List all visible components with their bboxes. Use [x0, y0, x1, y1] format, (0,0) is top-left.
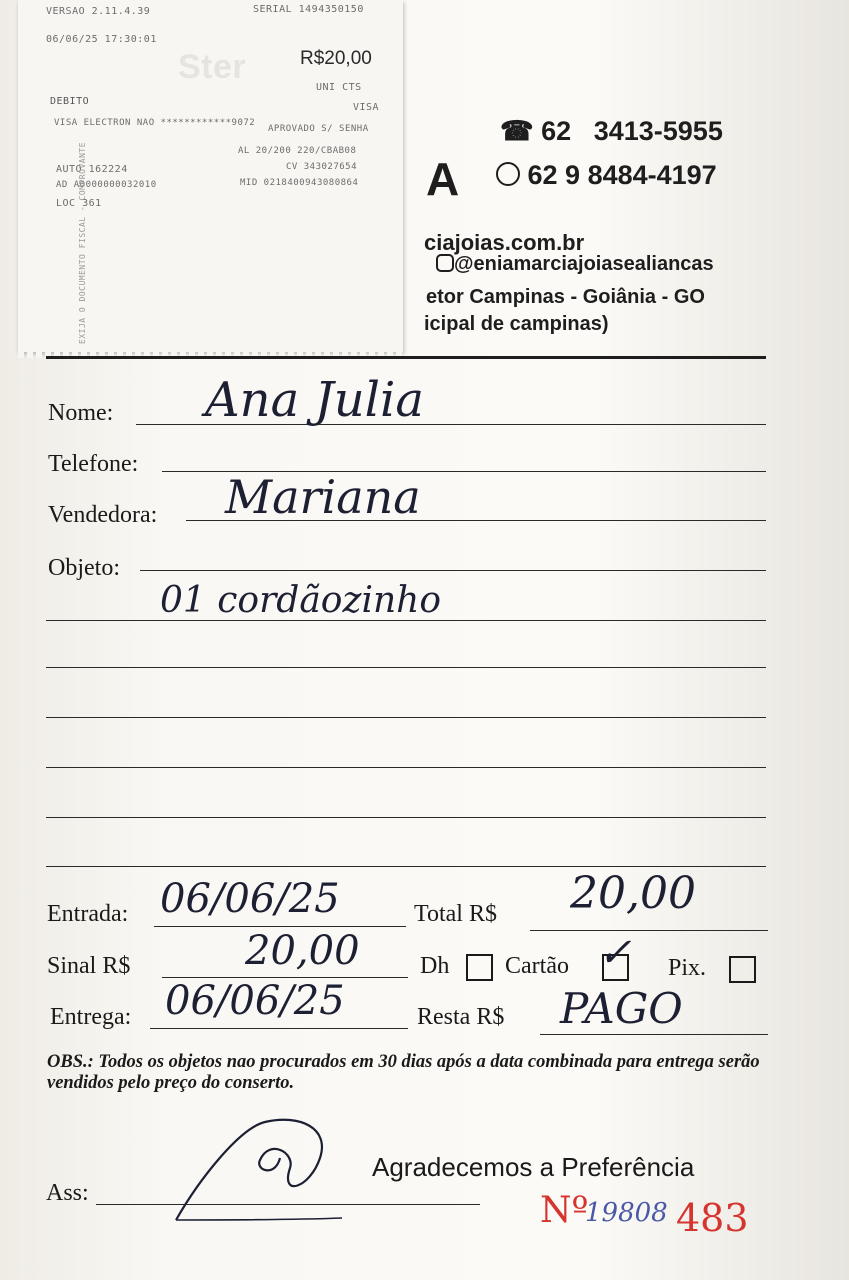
- object-line-5: [46, 767, 766, 768]
- store-address-line2: icipal de campinas): [424, 313, 609, 335]
- store-name-partial: A: [426, 153, 460, 205]
- receipt-serial: SERIAL 1494350150: [253, 4, 364, 15]
- object-line-3: [46, 667, 766, 668]
- delivery-date-value: 06/06/25: [165, 978, 345, 1024]
- remaining-label: Resta R$: [417, 1004, 505, 1030]
- object-line-6: [46, 817, 766, 818]
- thanks-message: Agradecemos a Preferência: [372, 1152, 695, 1182]
- receipt-mid: MID 0218400943080864: [240, 178, 359, 188]
- receipt-debit-label: DEBITO: [50, 96, 90, 107]
- remaining-value: PAGO: [560, 984, 683, 1033]
- receipt-visa-label: VISA: [353, 102, 380, 113]
- order-number-prefix: Nº: [540, 1190, 589, 1231]
- header-divider: [46, 356, 766, 359]
- signature-label: Ass:: [46, 1180, 89, 1206]
- phone-label: Telefone:: [48, 451, 139, 477]
- delivery-date-label: Entrega:: [50, 1004, 132, 1030]
- card-checkmark: ✓: [598, 930, 632, 976]
- total-line: [530, 930, 768, 931]
- receipt-card-line: VISA ELECTRON NAO ************9072: [54, 118, 256, 128]
- name-value: Ana Julia: [205, 372, 424, 428]
- seller-value: Mariana: [225, 470, 421, 524]
- receipt-side-text: EXIJA O DOCUMENTO FISCAL - COMPROVANTE: [78, 141, 87, 344]
- name-label: Nome:: [48, 400, 114, 426]
- order-number: 483: [676, 1196, 749, 1240]
- receipt-amount: R$20,00: [300, 48, 372, 69]
- whatsapp-icon: [496, 162, 520, 186]
- receipt-datetime: 06/06/25 17:30:01: [46, 34, 157, 45]
- object-value: 01 cordãozinho: [160, 580, 442, 621]
- observation-note: OBS.: Todos os objetos nao procurados em 30 dias após a data combinada para entrega serão vendidos pelo preço do conserto.: [47, 1052, 760, 1093]
- store-instagram: @eniamarciajoiasealiancas: [436, 253, 714, 276]
- receipt-al: AL 20/200 220/CBAB08: [238, 146, 357, 156]
- handwritten-order-number: 19808: [585, 1198, 668, 1228]
- store-address-line1: etor Campinas - Goiânia - GO: [426, 286, 705, 308]
- receipt-version: VERSAO 2.11.4.39: [46, 6, 151, 17]
- instagram-icon: [436, 254, 454, 272]
- pix-checkbox[interactable]: [729, 956, 756, 983]
- card-label: Cartão: [505, 953, 569, 979]
- receipt-watermark: Ster: [178, 48, 247, 86]
- store-website: ciajoias.com.br: [424, 230, 585, 255]
- receipt-uni-cts: UNI CTS: [316, 82, 362, 93]
- object-line-4: [46, 717, 766, 718]
- object-line-2: [46, 620, 766, 621]
- cash-label: Dh: [420, 953, 450, 979]
- receipt-ad: AD A0000000032010: [56, 180, 157, 190]
- receipt-approved: APROVADO S/ SENHA: [268, 124, 369, 134]
- deposit-value: 20,00: [245, 928, 360, 974]
- receipt-loc: LOC 361: [56, 198, 102, 209]
- receipt-auto: AUTO 162224: [56, 164, 128, 175]
- pix-label: Pix.: [668, 955, 707, 981]
- deposit-label: Sinal R$: [47, 953, 131, 979]
- entry-date-value: 06/06/25: [160, 876, 340, 922]
- object-line: [140, 570, 766, 571]
- total-label: Total R$: [414, 901, 497, 927]
- seller-label: Vendedora:: [48, 502, 158, 528]
- cash-checkbox[interactable]: [466, 954, 493, 981]
- object-label: Objeto:: [48, 555, 120, 581]
- whatsapp-phone: 62 9 8484-4197: [496, 160, 717, 191]
- telephone-icon: ☎: [500, 116, 534, 146]
- delivery-date-line: [150, 1028, 408, 1029]
- remaining-line: [540, 1034, 768, 1035]
- card-payment-receipt: [18, 0, 403, 352]
- customer-signature: [170, 1108, 350, 1226]
- receipt-cv: CV 343027654: [286, 162, 358, 172]
- landline-phone: ☎ 62 3413-5955: [500, 116, 723, 146]
- object-line-7: [46, 866, 766, 867]
- entry-date-line: [154, 926, 406, 927]
- total-value: 20,00: [570, 868, 696, 919]
- entry-date-label: Entrada:: [47, 901, 129, 927]
